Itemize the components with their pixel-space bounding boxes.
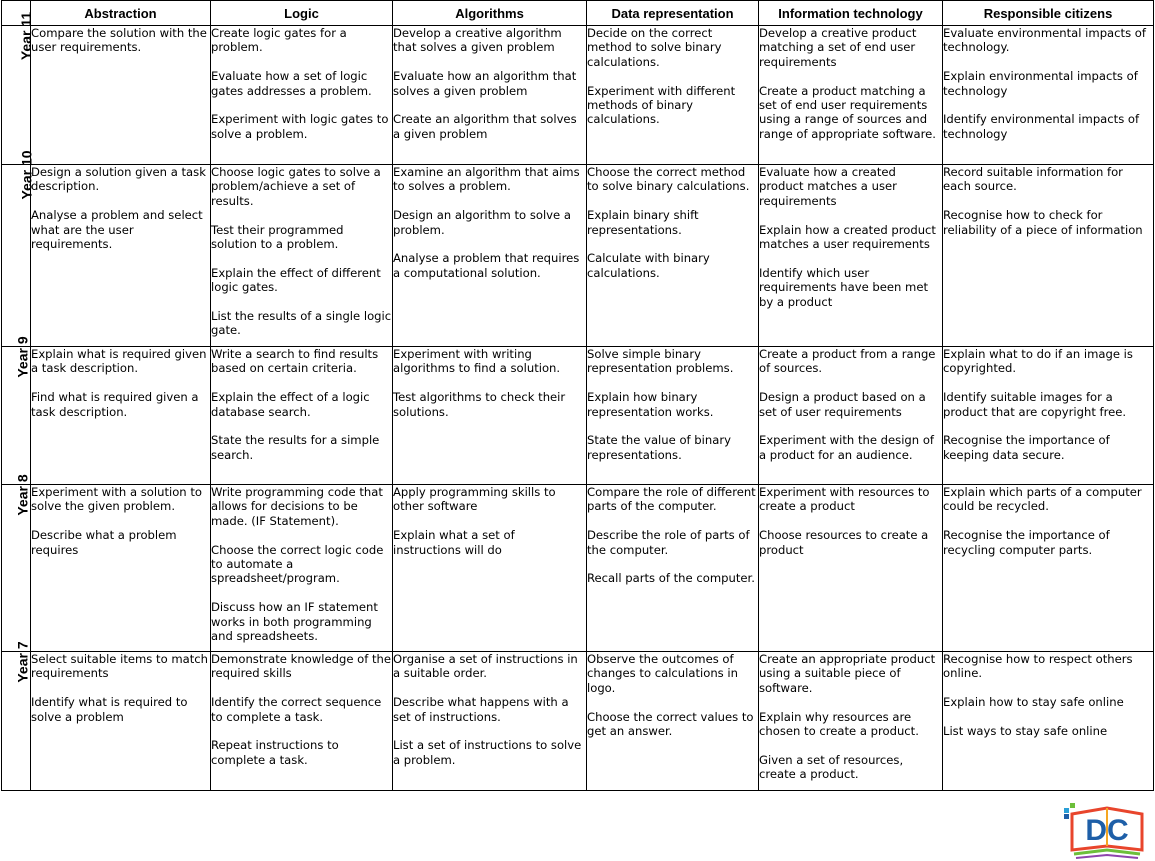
objective: Experiment with the design of a product for an audience. [759,433,934,462]
objective: Organise a set of instructions in a suitable order. [393,652,578,681]
objective: Design a product based on a set of user requirements [759,390,926,419]
objective: Explain how a created product matches a user requirements [759,222,936,252]
objective: Create a product from a range of sources. [759,347,936,376]
year-label-cell [2,474,31,652]
objective: Experiment with logic gates to solve a problem. [211,112,389,141]
year-label-cell [2,11,35,165]
year-label: Year 8 [14,474,31,516]
objective: List a set of instructions to solve a problem. [393,738,582,767]
cell-information-technology [759,652,943,791]
cell-logic [211,165,393,347]
header-algorithms: Algorithms [393,1,587,26]
objective: Analyse a problem and select what are the user requirements. [31,208,203,252]
cell-data-representation [587,26,759,165]
year-label-cell [2,641,31,791]
objective: Select suitable items to match requirements [31,652,209,681]
objective: Identify suitable images for a product that are copyright free. [943,390,1127,419]
objective: Explain how to stay safe online [943,695,1124,710]
cell-algorithms [393,165,587,347]
objective: Recognise how to respect others online. [943,652,1133,681]
objective: Repeat instructions to complete a task. [211,738,339,767]
year-label: Year 9 [14,336,31,378]
header-information-technology: Information technology [759,1,943,26]
row-year-10 [2,165,1154,347]
cell-information-technology [759,165,943,347]
header-abstraction: Abstraction [31,1,211,26]
cell-responsible-citizens [943,485,1154,652]
cell-logic [211,26,393,165]
objective: Solve simple binary representation problems. [587,347,734,376]
cell-abstraction [31,165,211,347]
objective: Describe what happens with a set of instructions. [393,695,569,724]
year-label-cell [2,336,31,485]
objective: Explain environmental impacts of technology [943,69,1138,98]
objective: Design a solution given a task description. [31,165,206,194]
objective: Record suitable information for each source. [943,165,1123,194]
objective: Experiment with resources to create a product [759,485,930,514]
objective: Create a product matching a set of end user requirements using a range of sources and range of appropriate software. [759,83,936,141]
cell-data-representation [587,485,759,652]
cell-logic [211,347,393,485]
header-row [2,1,1154,26]
cell-algorithms [393,347,587,485]
cell-logic [211,652,393,791]
objective: Choose the correct logic code to automate a spreadsheet/program. [211,542,384,586]
objective: Recognise the importance of keeping data secure. [943,433,1110,462]
objective: State the results for a simple search. [211,433,380,462]
objective: Experiment with writing algorithms to find a solution. [393,347,561,376]
cell-data-representation [587,347,759,485]
curriculum-table [1,0,1154,791]
objective: Compare the role of different parts of the computer. [587,485,756,514]
objective: Write a search to find results based on certain criteria. [211,347,379,376]
cell-responsible-citizens [943,165,1154,347]
cell-information-technology [759,485,943,652]
cell-algorithms [393,652,587,791]
objective: Analyse a problem that requires a computational solution. [393,251,580,280]
cell-logic [211,485,393,652]
cell-algorithms [393,485,587,652]
objective: Write programming code that allows for decisions to be made. (IF Statement). [211,485,383,528]
objective: Identify the correct sequence to complete a task. [211,695,382,724]
cell-information-technology [759,347,943,485]
objective: Create an algorithm that solves a given problem [393,112,577,141]
objective: Observe the outcomes of changes to calculations in logo. [587,652,738,695]
objective: Explain which parts of a computer could be recycled. [943,485,1142,514]
objective: Evaluate environmental impacts of technology. [943,26,1146,55]
cell-abstraction [31,347,211,485]
objective: Design an algorithm to solve a problem. [393,208,571,237]
objective: Identify which user requirements have been met by a product [759,265,929,309]
objective: List the results of a single logic gate. [211,309,392,338]
objective: Identify environmental impacts of technology [943,112,1140,141]
objective: Explain the effect of different logic gates. [211,265,381,295]
objective: Explain why resources are chosen to create a product. [759,709,919,739]
row-year-11 [2,26,1154,165]
objective: Develop a creative product matching a set of end user requirements [759,26,917,69]
objective: Describe what a problem requires [31,528,177,557]
cell-responsible-citizens [943,26,1154,165]
objective: Calculate with binary calculations. [587,251,710,280]
objective: Recall parts of the computer. [587,571,755,586]
objective: Test algorithms to check their solutions. [393,390,566,419]
objective: List ways to stay safe online [943,724,1108,738]
header-responsible-citizens: Responsible citizens [943,1,1154,26]
cell-responsible-citizens [943,347,1154,485]
header-logic: Logic [211,1,393,26]
objective: Examine an algorithm that aims to solves a problem. [393,165,580,194]
objective: Apply programming skills to other software [393,485,556,514]
objective: Explain what is required given a task description. [31,347,207,376]
objective: Experiment with a solution to solve the given problem. [31,485,202,514]
objective: Create logic gates for a problem. [211,26,347,55]
objective: Evaluate how a set of logic gates addresses a problem. [211,69,372,98]
objective: Explain the effect of a logic database search. [211,390,370,419]
cell-abstraction [31,485,211,652]
cell-responsible-citizens [943,652,1154,791]
objective: Given a set of resources, create a product. [759,752,904,782]
cell-abstraction [31,652,211,791]
year-label: Year 11 [18,11,35,61]
objective: Explain binary shift representations. [587,208,699,237]
objective: State the value of binary representations. [587,433,731,462]
row-year-8 [2,485,1154,652]
objective: Recognise how to check for reliability of a piece of information [943,208,1143,237]
objective: Experiment with different methods of binary calculations. [587,83,736,127]
cell-data-representation [587,652,759,791]
objective: Test their programmed solution to a problem. [211,222,344,252]
cell-algorithms [393,26,587,165]
cell-data-representation [587,165,759,347]
dc-logo [1062,800,1152,860]
year-label-cell [2,150,35,347]
header-data-representation: Data representation [587,1,759,26]
objective: Choose resources to create a product [759,528,929,557]
objective: Describe the role of parts of the computer. [587,528,750,557]
objective: Decide on the correct method to solve binary calculations. [587,26,722,69]
objective: Identify what is required to solve a problem [31,695,188,724]
objective: Demonstrate knowledge of the required skills [211,652,392,681]
objective: Discuss how an IF statement works in both programming and spreadsheets. [211,600,378,644]
objective: Evaluate how a created product matches a user requirements [759,165,897,208]
year-label: Year 10 [18,150,35,200]
objective: Choose the correct values to get an answer. [587,709,754,739]
objective: Explain what a set of instructions will do [393,528,515,557]
objective: Create an appropriate product using a suitable piece of software. [759,652,936,695]
objective: Choose the correct method to solve binary calculations. [587,165,750,194]
logo-text: DC [1085,814,1129,847]
cell-abstraction [31,26,211,165]
objective: Choose logic gates to solve a problem/achieve a set of results. [211,165,381,208]
objective: Compare the solution with the user requirements. [31,26,207,55]
cell-information-technology [759,26,943,165]
objective: Explain how binary representation works. [587,390,714,419]
row-year-9 [2,347,1154,485]
objective: Explain what to do if an image is copyrighted. [943,347,1133,376]
year-label: Year 7 [14,641,31,683]
objective: Find what is required given a task description. [31,390,199,419]
row-year-7 [2,652,1154,791]
objective: Evaluate how an algorithm that solves a given problem [393,69,577,98]
objective: Develop a creative algorithm that solves a given problem [393,26,562,55]
objective: Recognise the importance of recycling computer parts. [943,528,1110,557]
